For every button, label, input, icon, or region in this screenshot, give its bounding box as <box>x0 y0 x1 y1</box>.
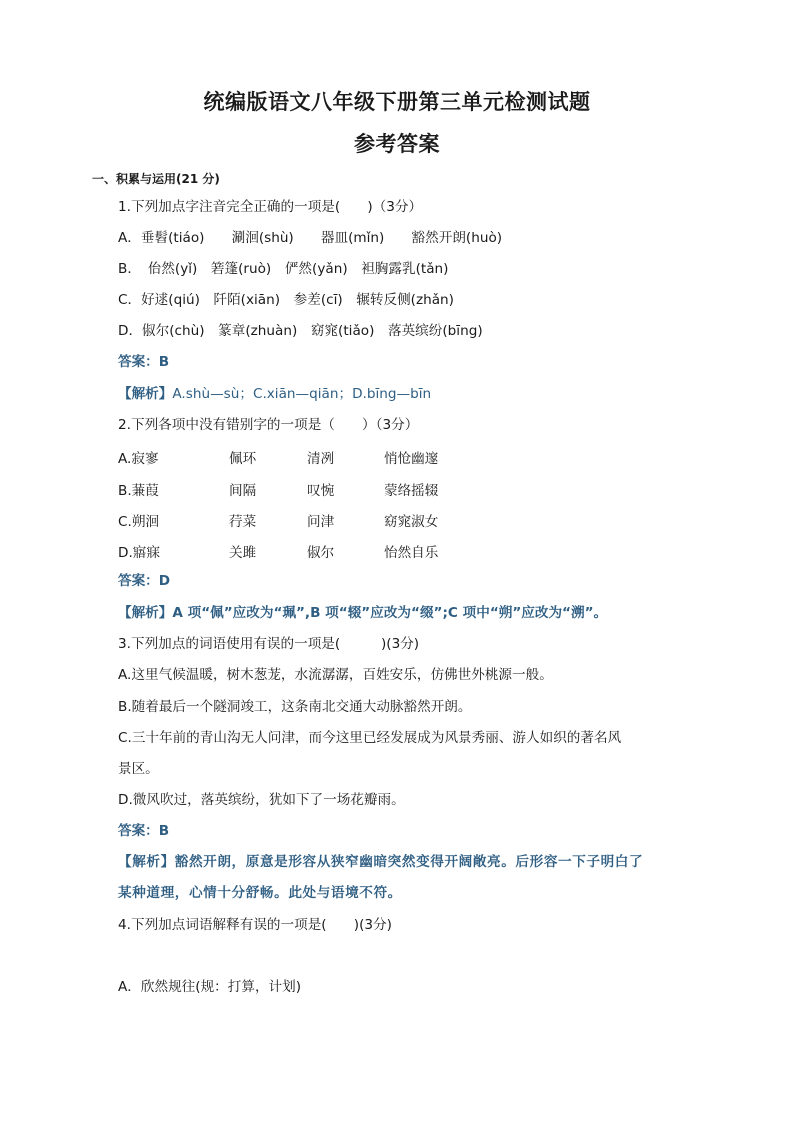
explanation-text: A 项“佩”应改为“珮”,B 项“辍”应改为“缀”;C 项中“朔”应改为“溯”。 <box>172 605 608 621</box>
q2-row-c-col-1: C.朔洄 <box>118 514 160 530</box>
question-3-explanation-line-2: 某种道理，心情十分舒畅。此处与语境不符。 <box>118 885 402 901</box>
q2-row-d-col-3: 俶尔 <box>307 545 335 561</box>
question-4-option-a: A．欣然规往(规：打算，计划) <box>118 979 302 995</box>
explanation-text: 豁然开朗，原意是形容从狭窄幽暗突然变得开阔敞亮。后形容一下子明白了 <box>174 854 644 870</box>
question-3-option-b: B.随着最后一个隧洞竣工，这条南北交通大动脉豁然开朗。 <box>118 699 472 715</box>
q2-row-c-col-2: 荇菜 <box>229 514 257 530</box>
q2-row-a-col-2: 佩环 <box>229 451 257 467</box>
document-title: 统编版语文八年级下册第三单元检测试题 <box>203 90 591 114</box>
question-3-option-a: A.这里气候温暖，树木葱茏，水流潺潺，百姓安乐，仿佛世外桃源一般。 <box>118 667 553 683</box>
q2-row-b-col-4: 蒙络摇辍 <box>384 483 439 499</box>
q2-row-c-col-4: 窈窕淑女 <box>384 514 439 530</box>
explanation-label: 【解析】 <box>118 386 173 402</box>
question-3-option-d: D.微风吹过，落英缤纷，犹如下了一场花瓣雨。 <box>118 792 405 808</box>
question-3-explanation-line-1 <box>118 853 643 871</box>
question-1-stem: 1.下列加点字注音完全正确的一项是( )（3分） <box>118 199 423 215</box>
document-subtitle: 参考答案 <box>354 132 440 156</box>
question-3-stem: 3.下列加点的词语使用有误的一项是( )(3分) <box>118 636 420 652</box>
question-3-option-c-line-2: 景区。 <box>118 761 159 777</box>
question-1-explanation <box>118 385 431 403</box>
question-3-option-c-line-1: C.三十年前的青山沟无人问津，而今这里已经发展成为风景秀丽、游人如织的著名风 <box>118 730 622 746</box>
q2-row-a-col-4: 悄怆幽邃 <box>384 451 439 467</box>
question-1-option-b: B． 佁然(yǐ) 箬篷(ruò) 俨然(yǎn) 袒胸露乳(tǎn) <box>118 261 449 277</box>
explanation-label: 【解析】 <box>118 605 173 621</box>
explanation-label: 【解析】 <box>118 854 175 870</box>
explanation-text: A.shù—sù；C.xiān—qiān；D.bīng—bīn <box>172 386 432 402</box>
section-heading: 一、积累与运用(21 分) <box>92 172 220 186</box>
q2-row-b-col-2: 间隔 <box>229 483 257 499</box>
question-1-option-d: D．俶尔(chù) 篆章(zhuàn) 窈窕(tiǎo) 落英缤纷(bīng) <box>118 323 483 339</box>
q2-row-b-col-3: 叹惋 <box>307 483 335 499</box>
question-1-answer: 答案：B <box>118 354 170 370</box>
question-2-explanation <box>118 604 607 622</box>
question-1-option-c: C．好逑(qiú) 阡陌(xiān) 参差(cī) 辗转反侧(zhǎn) <box>118 292 454 308</box>
question-2-stem: 2.下列各项中没有错别字的一项是（ ）（3分） <box>118 417 419 433</box>
q2-row-d-col-4: 怡然自乐 <box>384 545 439 561</box>
q2-row-b-col-1: B.蒹葭 <box>118 483 159 499</box>
q2-row-d-col-2: 关雎 <box>229 545 257 561</box>
q2-row-a-col-3: 清冽 <box>307 451 335 467</box>
question-2-answer: 答案：D <box>118 573 171 589</box>
question-4-stem: 4.下列加点词语解释有误的一项是( )(3分) <box>118 917 392 933</box>
q2-row-c-col-3: 问津 <box>307 514 335 530</box>
q2-row-a-col-1: A.寂寥 <box>118 451 159 467</box>
question-1-option-a: A．垂髫(tiáo) 涮洄(shù) 器皿(mǐn) 豁然开朗(huò) <box>118 230 503 246</box>
q2-row-d-col-1: D.寤寐 <box>118 545 160 561</box>
question-3-answer: 答案：B <box>118 823 170 839</box>
